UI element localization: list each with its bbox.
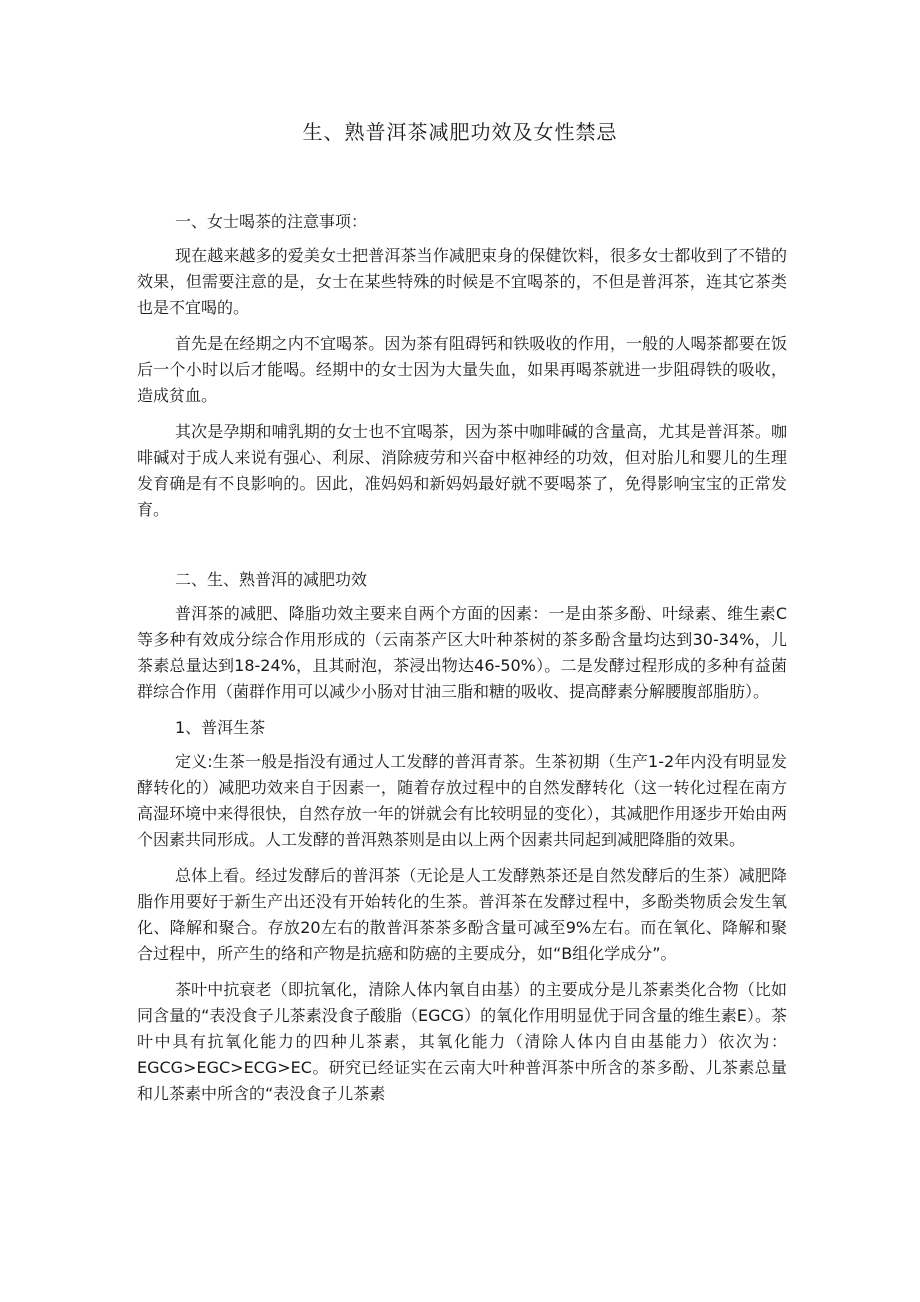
- section-heading-slimming-effects: 二、生、熟普洱的减肥功效: [175, 570, 368, 589]
- document-title: 生、熟普洱茶减肥功效及女性禁忌: [302, 120, 618, 144]
- paragraph-pregnancy-lactation: 其次是孕期和哺乳期的女士也不宜喝茶，因为茶中咖啡碱的含量高，尤其是普洱茶。咖啡碱对于成人来说有强心、利尿、消除疲劳和兴奋中枢神经的功效，但对胎儿和婴儿的生理发育确是有不良影响的。因此，准妈妈和新妈妈最好就不要喝茶了，免得影响宝宝的正常发育。: [137, 422, 787, 519]
- paragraph-intro: 现在越来越多的爱美女士把普洱茶当作减肥束身的保健饮料，很多女士都收到了不错的效果，但需要注意的是，女士在某些特殊的时候是不宜喝茶的，不但是普洱茶，连其它茶类也是不宜喝的。: [137, 246, 787, 317]
- paragraph-antioxidant-catechins: 茶叶中抗衰老（即抗氧化，清除人体内氧自由基）的主要成分是儿茶素类化合物（比如同含量的“表没食子儿茶素没食子酸脂（EGCG）的氧化作用明显优于同含量的维生素E）。茶叶中具有抗氧化能力的四种儿茶素，其氧化能力（清除人体内自由基能力）依次为：EGCG>EGC>ECG>EC。研究已经证实在云南大叶种普洱茶中所含的茶多酚、儿茶素总量和儿茶素中所含的“表没食子儿茶素: [137, 980, 787, 1103]
- paragraph-menstrual-period: 首先是在经期之内不宜喝茶。因为茶有阻碍钙和铁吸收的作用，一般的人喝茶都要在饭后一个小时以后才能喝。经期中的女士因为大量失血，如果再喝茶就进一步阻碍铁的吸收，造成贫血。: [137, 334, 787, 405]
- paragraph-slimming-factors: 普洱茶的减肥、降脂功效主要来自两个方面的因素：一是由茶多酚、叶绿素、维生素C等多种有效成分综合作用形成的（云南茶产区大叶种茶树的茶多酚含量均达到30-34%，儿茶素总量达到18-24%，且其耐泡，茶浸出物达46-50%）。二是发酵过程形成的多种有益菌群综合作用（菌群作用可以减少小肠对甘油三脂和糖的吸收、提高酵素分解腰腹部脂肪）。: [137, 604, 787, 701]
- paragraph-fermentation-overview: 总体上看。经过发酵后的普洱茶（无论是人工发酵熟茶还是自然发酵后的生茶）减肥降脂作用要好于新生产出还没有开始转化的生茶。普洱茶在发酵过程中，多酚类物质会发生氧化、降解和聚合。存放20左右的散普洱茶茶多酚含量可减至9%左右。而在氧化、降解和聚合过程中，所产生的络和产物是抗癌和防癌的主要成分，如“B组化学成分”。: [137, 866, 787, 963]
- subsection-heading-raw-puer: 1、普洱生茶: [175, 718, 266, 737]
- document-body: [137, 209, 787, 1117]
- section-heading-women-tea-notes: 一、女士喝茶的注意事项：: [175, 212, 368, 231]
- paragraph-raw-tea-definition: 定义:生茶一般是指没有通过人工发酵的普洱青茶。生茶初期（生产1-2年内没有明显发酵转化的）减肥功效来自于因素一，随着存放过程中的自然发酵转化（这一转化过程在南方高湿环境中来得很快，自然存放一年的饼就会有比较明显的变化），其减肥作用逐步开始由两个因素共同形成。人工发酵的普洱熟茶则是由以上两个因素共同起到减肥降脂的效果。: [137, 752, 787, 849]
